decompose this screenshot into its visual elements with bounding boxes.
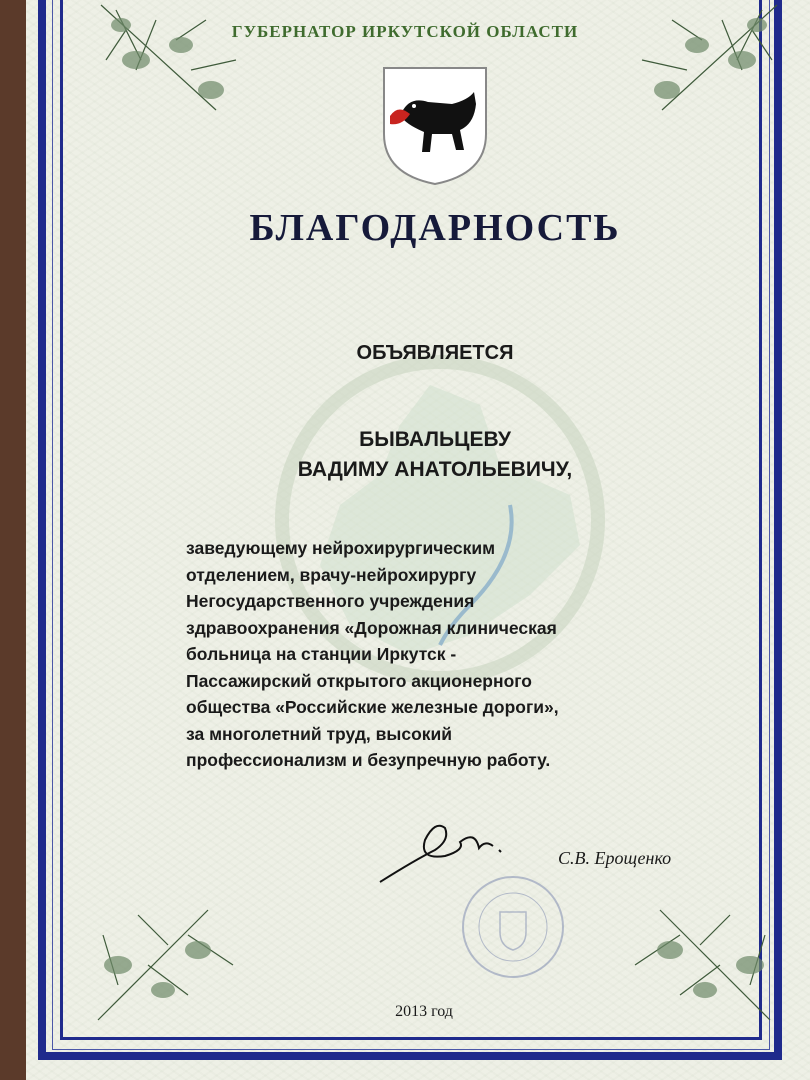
citation-line: Пассажирский открытого акционерного — [186, 670, 533, 691]
irkutsk-coat-of-arms-icon — [380, 64, 490, 186]
citation-line: Негосударственного учреждения — [186, 591, 475, 611]
citation-text — [186, 535, 642, 774]
issuer-title: ГУБЕРНАТОР ИРКУТСКОЙ ОБЛАСТИ — [231, 22, 579, 41]
issue-year: 2013 год — [395, 1003, 453, 1020]
pine-branch-icon — [96, 0, 246, 130]
citation-line: общества «Российские железные дороги», — [186, 697, 559, 717]
citation-line: профессионализм и безупречную работу. — [186, 750, 551, 770]
recipient-surname: БЫВАЛЬЦЕВУ — [359, 428, 511, 451]
announcement-label: ОБЪЯВЛЯЕТСЯ — [356, 342, 514, 364]
certificate-title: БЛАГОДАРНОСТЬ — [249, 207, 621, 249]
citation-line: больница на станции Иркутск - — [186, 644, 457, 664]
citation-line: за многолетний труд, высокий — [186, 723, 453, 744]
signer-name: С.В. Ерощенко — [558, 848, 672, 868]
recipient-name — [0, 425, 810, 485]
recipient-given-names: ВАДИМУ АНАТОЛЬЕВИЧУ, — [297, 458, 573, 481]
pine-branch-icon — [632, 0, 782, 130]
citation-line: отделением, врачу-нейрохирургу — [186, 564, 477, 585]
official-seal-icon — [458, 872, 568, 982]
citation-line: заведующему нейрохирургическим — [186, 538, 496, 558]
citation-line: здравоохранения «Дорожная клиническая — [186, 617, 557, 638]
